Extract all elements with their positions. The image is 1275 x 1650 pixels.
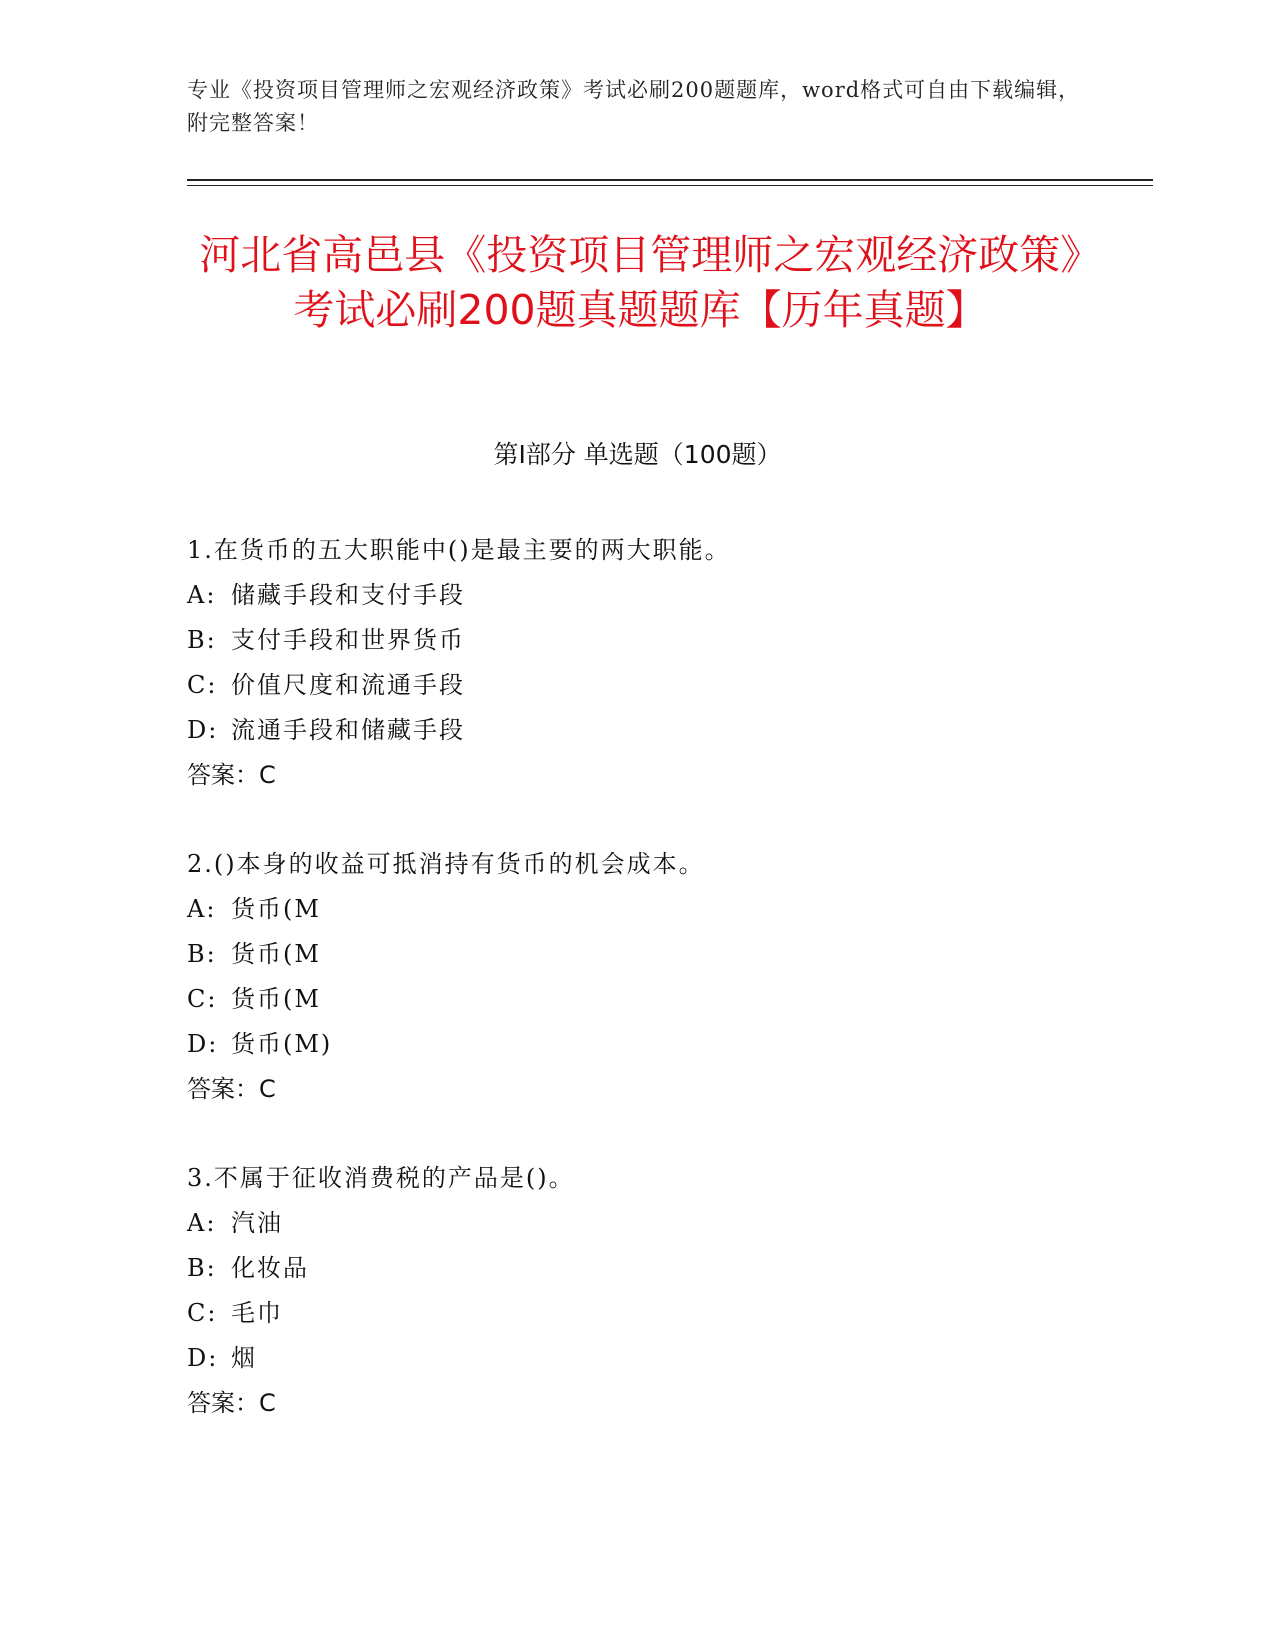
- question-stem: 2.()本身的收益可抵消持有货币的机会成本。: [187, 850, 705, 878]
- answer: 答案：C: [187, 1075, 276, 1103]
- option-letter: D:: [187, 716, 219, 744]
- option-text: 货币(M: [231, 940, 321, 968]
- option-text: 储藏手段和支付手段: [231, 581, 465, 609]
- question-stem: 3.不属于征收消费税的产品是()。: [187, 1164, 575, 1192]
- question-3: [187, 1156, 1137, 1426]
- option-text: 化妆品: [231, 1254, 309, 1282]
- question-2: [187, 842, 1137, 1112]
- option-letter: B:: [187, 626, 217, 654]
- section-heading: 第Ⅰ部分 单选题（100题）: [493, 440, 782, 469]
- option-text: 价值尺度和流通手段: [231, 671, 465, 699]
- option-d: [187, 708, 1137, 753]
- option-letter: C:: [187, 1299, 218, 1327]
- option-letter: A:: [187, 581, 217, 609]
- option-c: [187, 1291, 1137, 1336]
- header-rule-thick: [187, 179, 1153, 181]
- option-text: 毛巾: [231, 1299, 283, 1327]
- document-title: 河北省高邑县《投资项目管理师之宏观经济政策》考试必刷200题真题题库【历年真题】: [199, 231, 1081, 334]
- question-list: [187, 528, 1137, 1470]
- answer: 答案：C: [187, 1389, 276, 1417]
- question-1: [187, 528, 1137, 798]
- option-c: [187, 663, 1137, 708]
- option-text: 汽油: [231, 1209, 283, 1237]
- option-letter: B:: [187, 1254, 217, 1282]
- option-b: [187, 1246, 1137, 1291]
- option-a: [187, 573, 1137, 618]
- option-letter: D:: [187, 1344, 219, 1372]
- option-text: 流通手段和储藏手段: [231, 716, 465, 744]
- option-letter: D:: [187, 1030, 219, 1058]
- option-b: [187, 932, 1137, 977]
- option-letter: C:: [187, 671, 218, 699]
- option-text: 货币(M: [231, 895, 321, 923]
- option-d: [187, 1022, 1137, 1067]
- option-text: 货币(M: [231, 985, 321, 1013]
- option-text: 支付手段和世界货币: [231, 626, 465, 654]
- option-a: [187, 1201, 1137, 1246]
- option-text: 烟: [231, 1344, 257, 1372]
- header-note: 专业《投资项目管理师之宏观经济政策》考试必刷200题题库，word格式可自由下载编辑，附完整答案！: [187, 78, 1081, 135]
- header-rule-thin: [187, 185, 1153, 186]
- option-letter: B:: [187, 940, 217, 968]
- option-d: [187, 1336, 1137, 1381]
- option-a: [187, 887, 1137, 932]
- question-stem: 1.在货币的五大职能中()是最主要的两大职能。: [187, 536, 731, 564]
- option-text: 货币(M): [231, 1030, 333, 1058]
- option-letter: C:: [187, 985, 218, 1013]
- option-c: [187, 977, 1137, 1022]
- answer: 答案：C: [187, 761, 276, 789]
- option-b: [187, 618, 1137, 663]
- option-letter: A:: [187, 895, 217, 923]
- option-letter: A:: [187, 1209, 217, 1237]
